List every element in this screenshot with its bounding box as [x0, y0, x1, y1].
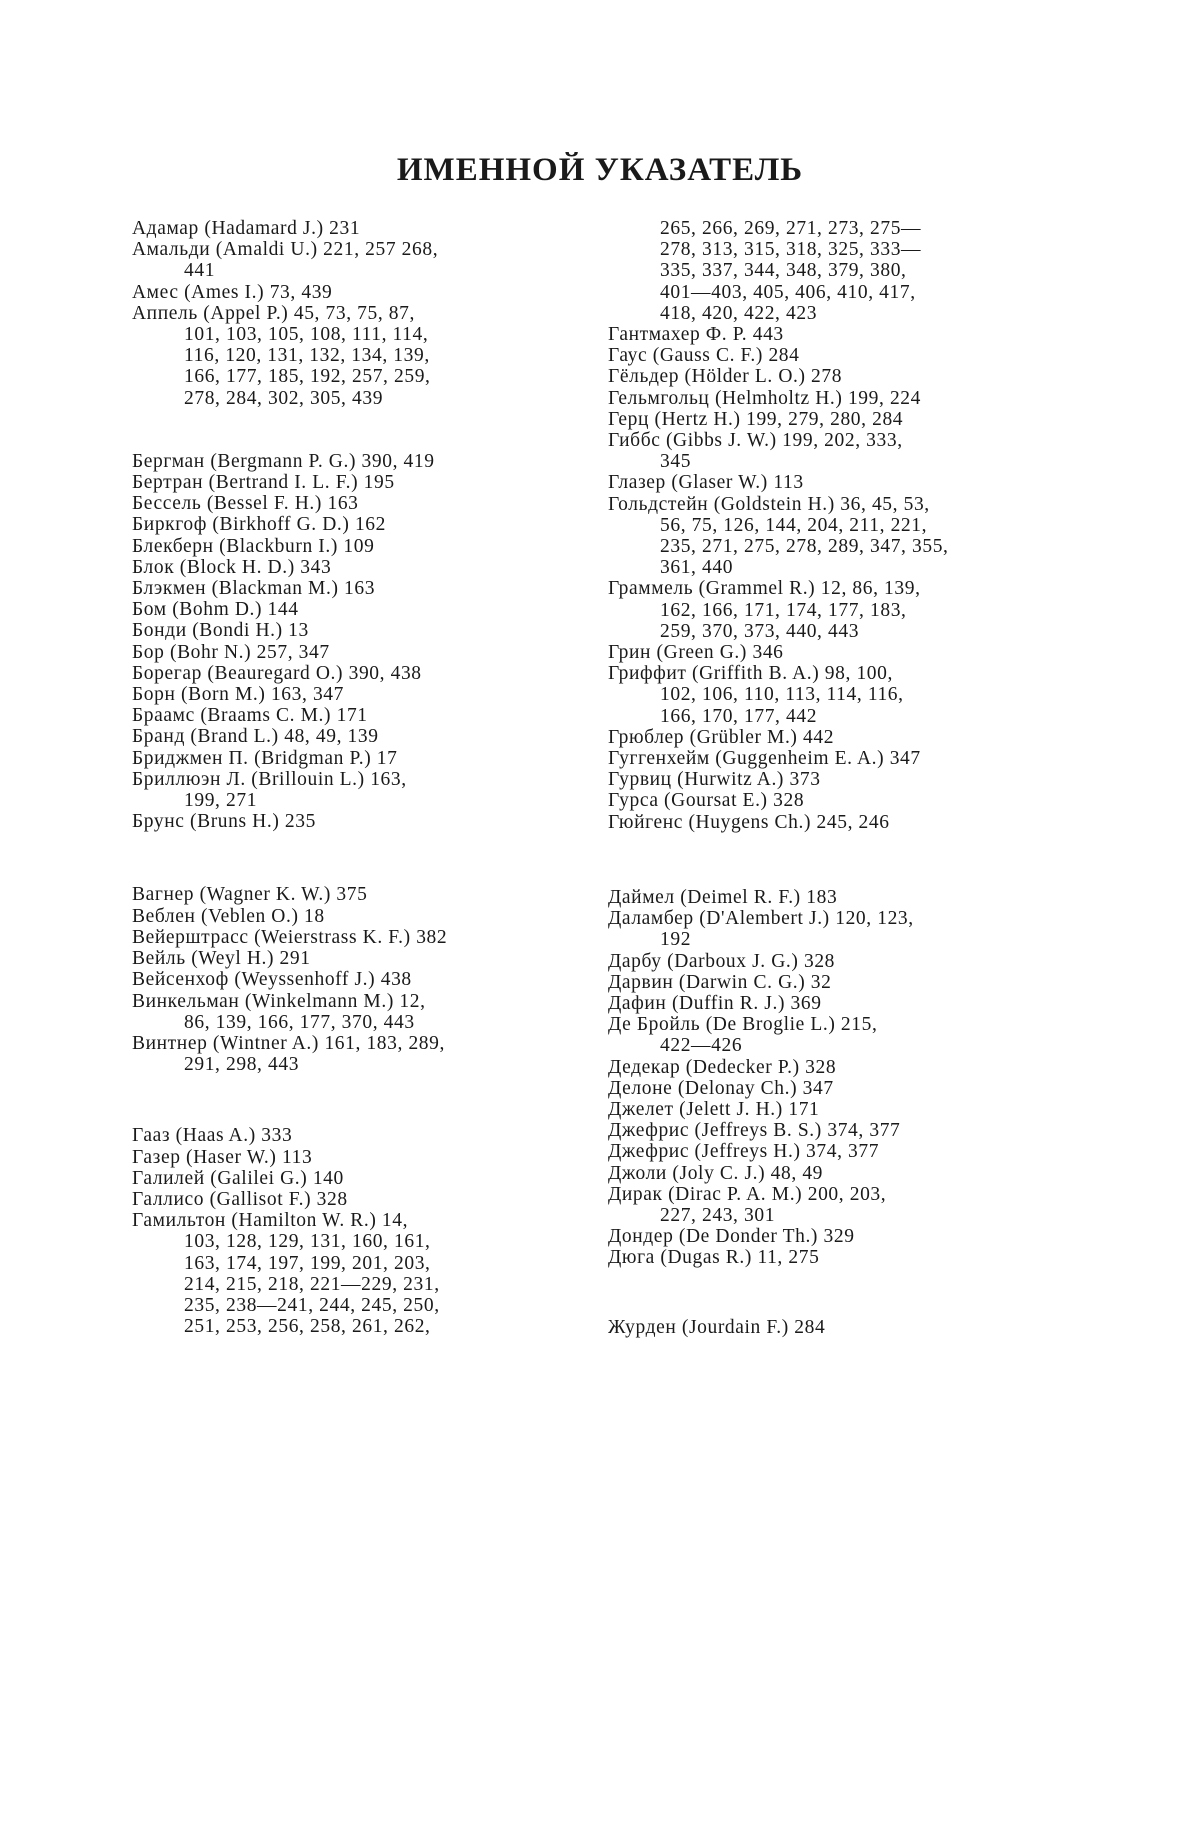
- index-entry-line: Амальди (Amaldi U.) 221, 257 268,: [132, 239, 439, 261]
- index-entry-line: Аппель (Appel P.) 45, 73, 75, 87,: [132, 302, 415, 324]
- index-entry-line: 227, 243, 301: [660, 1204, 776, 1226]
- index-entry-line: Дюга (Dugas R.) 11, 275: [608, 1247, 820, 1269]
- index-entry-line: Делоне (Delonay Ch.) 347: [608, 1077, 834, 1099]
- index-entry-line: Журден (Jourdain F.) 284: [608, 1316, 826, 1338]
- index-entry-line: 418, 420, 422, 423: [660, 302, 818, 324]
- index-entry-line: Дедекар (Dedecker P.) 328: [608, 1056, 837, 1078]
- index-entry-line: Гриффит (Griffith B. A.) 98, 100,: [608, 663, 893, 685]
- index-entry-line: 86, 139, 166, 177, 370, 443: [184, 1011, 415, 1033]
- index-entry-line: Герц (Hertz H.) 199, 279, 280, 284: [608, 408, 904, 430]
- index-entry-line: Дафин (Duffin R. J.) 369: [608, 992, 822, 1014]
- index-entry-line: 116, 120, 131, 132, 134, 139,: [184, 345, 430, 367]
- index-entry-line: 335, 337, 344, 348, 379, 380,: [660, 260, 907, 282]
- index-entry-line: Биркгоф (Birkhoff G. D.) 162: [132, 514, 387, 536]
- index-entry-line: Адамар (Hadamard J.) 231: [132, 218, 361, 239]
- index-entry-line: Дарбу (Darboux J. G.) 328: [608, 950, 836, 972]
- index-entry-line: Гельмгольц (Helmholtz H.) 199, 224: [608, 387, 922, 409]
- index-entry-line: 166, 170, 177, 442: [660, 705, 818, 727]
- index-entry-line: 278, 284, 302, 305, 439: [184, 387, 384, 409]
- index-entry-line: Бергман (Bergmann P. G.) 390, 419: [132, 450, 435, 472]
- index-entry-line: Брунс (Bruns H.) 235: [132, 811, 316, 833]
- index-entry-line: Бриджмен П. (Bridgman P.) 17: [132, 747, 398, 769]
- index-entry-line: 291, 298, 443: [184, 1054, 300, 1076]
- index-entry-line: Дирак (Dirac P. A. M.) 200, 203,: [608, 1183, 887, 1205]
- index-entry-line: Джелет (Jelett J. H.) 171: [608, 1098, 820, 1120]
- index-entry-line: Винтнер (Wintner A.) 161, 183, 289,: [132, 1032, 445, 1054]
- index-entry-line: Винкельман (Winkelmann M.) 12,: [132, 990, 426, 1012]
- index-entry-line: Джефрис (Jeffreys H.) 374, 377: [608, 1141, 880, 1163]
- index-entry-line: Гуггенхейм (Guggenheim E. A.) 347: [608, 748, 921, 770]
- index-entry-line: Веблен (Veblen O.) 18: [132, 905, 325, 927]
- index-entry-line: 214, 215, 218, 221—229, 231,: [184, 1273, 440, 1295]
- index-entry-line: Блэкмен (Blackman M.) 163: [132, 578, 376, 600]
- index-entry-line: Бор (Bohr N.) 257, 347: [132, 641, 330, 663]
- index-entry-line: 163, 174, 197, 199, 201, 203,: [184, 1252, 431, 1274]
- index-entry-line: Даймел (Deimel R. F.) 183: [608, 886, 838, 908]
- index-entry-line: Амес (Ames I.) 73, 439: [132, 281, 333, 303]
- index-entry-line: 401—403, 405, 406, 410, 417,: [660, 281, 916, 303]
- index-entry-line: Грин (Green G.) 346: [608, 642, 784, 664]
- index-letter-group: [132, 884, 572, 1075]
- index-column-left: [132, 218, 572, 1337]
- index-entry-line: Галлисо (Gallisot F.) 328: [132, 1188, 348, 1210]
- index-entry-line: Бом (Bohm D.) 144: [132, 599, 299, 621]
- index-entry-line: Гамильтон (Hamilton W. R.) 14,: [132, 1210, 409, 1232]
- index-entry-line: 56, 75, 126, 144, 204, 211, 221,: [660, 514, 928, 536]
- index-entry-line: Джефрис (Jeffreys B. S.) 374, 377: [608, 1120, 901, 1142]
- index-column-right: [608, 218, 1048, 1338]
- index-entry-line: Вейль (Weyl H.) 291: [132, 948, 311, 970]
- index-entry-line: Гурвиц (Hurwitz A.) 373: [608, 769, 821, 791]
- index-entry-line: 199, 271: [184, 790, 258, 812]
- index-entry-line: Борегар (Beauregard O.) 390, 438: [132, 662, 422, 684]
- index-entry-line: Блок (Block H. D.) 343: [132, 556, 332, 578]
- index-entry-line: 102, 106, 110, 113, 114, 116,: [660, 684, 904, 706]
- index-entry-line: Грюблер (Grübler M.) 442: [608, 726, 835, 748]
- index-entry-line: 103, 128, 129, 131, 160, 161,: [184, 1231, 431, 1253]
- index-entry-line: Гиббс (Gibbs J. W.) 199, 202, 333,: [608, 430, 903, 452]
- index-entry-line: Джоли (Joly C. J.) 48, 49: [608, 1162, 824, 1184]
- group-spacer: [608, 1269, 1048, 1317]
- index-entry-line: Дондер (De Donder Th.) 329: [608, 1226, 855, 1248]
- index-entry-line: Даламбер (D'Alembert J.) 120, 123,: [608, 908, 914, 930]
- group-spacer: [608, 833, 1048, 887]
- index-entry-line: 441: [184, 260, 216, 282]
- index-entry-line: Вейсенхоф (Weyssenhoff J.) 438: [132, 969, 412, 991]
- index-entry-line: 251, 253, 256, 258, 261, 262,: [184, 1316, 431, 1338]
- index-entry-line: Бертран (Bertrand I. L. F.) 195: [132, 472, 395, 494]
- index-letter-group: [608, 887, 1048, 1269]
- index-letter-group: [132, 1125, 572, 1337]
- index-entry-line: Гольдстейн (Goldstein H.) 36, 45, 53,: [608, 493, 930, 515]
- index-entry-line: Бранд (Brand L.) 48, 49, 139: [132, 726, 379, 748]
- index-entry-line: Дарвин (Darwin C. G.) 32: [608, 971, 832, 993]
- index-entry-line: 265, 266, 269, 271, 273, 275—: [660, 218, 922, 239]
- index-entry-line: 345: [660, 451, 692, 473]
- group-spacer: [132, 832, 572, 884]
- index-entry-line: Вагнер (Wagner K. W.) 375: [132, 884, 368, 906]
- index-entry-line: Бонди (Bondi H.) 13: [132, 620, 309, 642]
- index-entry-line: Гурса (Goursat E.) 328: [608, 790, 805, 812]
- index-entry-line: Галилей (Galilei G.) 140: [132, 1167, 344, 1189]
- page-title: ИМЕННОЙ УКАЗАТЕЛЬ: [396, 152, 804, 188]
- index-letter-group: [608, 218, 1048, 833]
- index-letter-group: [132, 451, 572, 833]
- index-letter-group: [608, 1317, 1048, 1338]
- index-entry-line: 101, 103, 105, 108, 111, 114,: [184, 324, 429, 346]
- index-entry-line: Газер (Haser W.) 113: [132, 1146, 313, 1168]
- index-entry-line: Гюйгенс (Huygens Ch.) 245, 246: [608, 811, 890, 833]
- index-entry-line: 162, 166, 171, 174, 177, 183,: [660, 599, 907, 621]
- index-entry-line: 166, 177, 185, 192, 257, 259,: [184, 366, 431, 388]
- index-entry-line: Гантмахер Ф. Р. 443: [608, 324, 784, 346]
- group-spacer: [132, 1075, 572, 1125]
- index-entry-line: Гёльдер (Hölder L. O.) 278: [608, 366, 843, 388]
- index-entry-line: Вейерштрасс (Weierstrass K. F.) 382: [132, 926, 448, 948]
- index-entry-line: Де Бройль (De Broglie L.) 215,: [608, 1014, 878, 1036]
- index-letter-group: [132, 218, 572, 409]
- index-entry-line: 192: [660, 929, 692, 951]
- index-entry-line: Борн (Born M.) 163, 347: [132, 684, 345, 706]
- index-entry-line: 259, 370, 373, 440, 443: [660, 620, 860, 642]
- group-spacer: [132, 409, 572, 451]
- index-entry-line: Бриллюэн Л. (Brillouin L.) 163,: [132, 768, 407, 790]
- index-entry-line: Глазер (Glaser W.) 113: [608, 472, 804, 494]
- index-entry-line: Браамс (Braams C. M.) 171: [132, 705, 368, 727]
- index-entry-line: 235, 238—241, 244, 245, 250,: [184, 1294, 440, 1316]
- index-entry-line: 235, 271, 275, 278, 289, 347, 355,: [660, 536, 949, 558]
- index-entry-line: Блекберн (Blackburn I.) 109: [132, 535, 375, 557]
- index-entry-line: Гаус (Gauss C. F.) 284: [608, 345, 800, 367]
- index-entry-line: Гааз (Haas A.) 333: [132, 1125, 293, 1147]
- index-entry-line: 278, 313, 315, 318, 325, 333—: [660, 239, 922, 261]
- index-entry-line: 361, 440: [660, 557, 734, 579]
- index-entry-line: Граммель (Grammel R.) 12, 86, 139,: [608, 578, 921, 600]
- index-entry-line: 422—426: [660, 1035, 743, 1057]
- index-entry-line: Бессель (Bessel F. H.) 163: [132, 493, 359, 515]
